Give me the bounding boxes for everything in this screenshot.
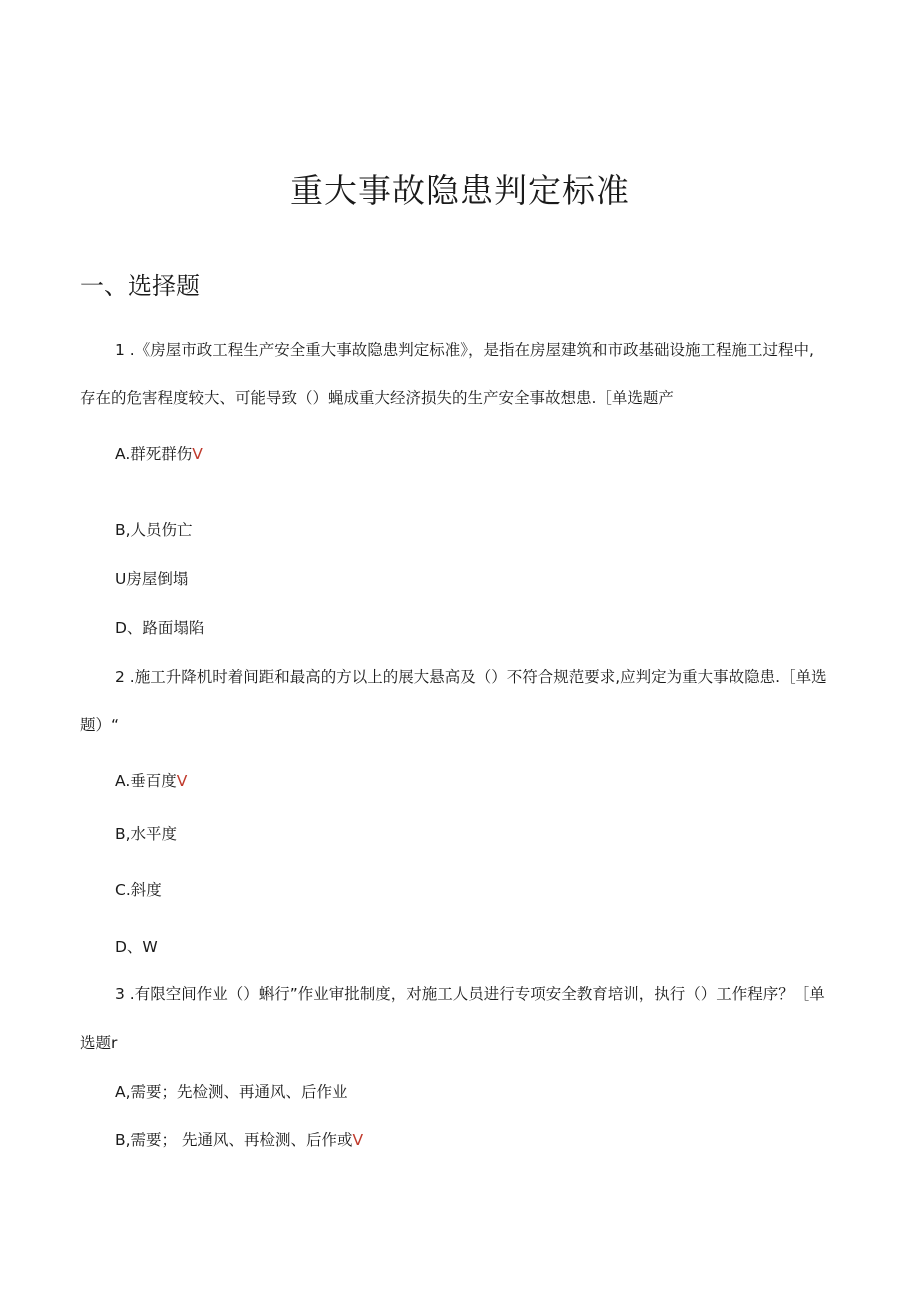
section-heading: 一、选择题	[80, 272, 200, 300]
question-2-option-d	[115, 935, 158, 957]
option-text: A.垂百度	[115, 772, 177, 790]
option-text: D、路面塌陷	[115, 619, 205, 637]
question-2-option-b	[115, 822, 177, 844]
question-3-line-2: 选题r	[80, 1034, 118, 1052]
question-3-line-1: 3 .有限空间作业（）蝌行”作业审批制度，对施工人员进行专项安全教育培训，执行（）工作程序？［单	[115, 985, 825, 1003]
correct-mark: V	[192, 445, 203, 463]
option-text: B,需要； 先通风、再检测、后作或	[115, 1131, 353, 1149]
option-text: B,水平度	[115, 825, 178, 843]
question-3-option-a	[115, 1080, 348, 1102]
question-2-line-2: 题）“	[80, 716, 120, 734]
question-1-option-b	[115, 518, 193, 540]
question-1-line-1: 1 .《房屋市政工程生产安全重大事故隐患判定标准》，是指在房屋建筑和市政基础设施工程施工过程中,	[115, 341, 814, 359]
question-3-option-b	[115, 1128, 363, 1150]
question-2-option-c	[115, 878, 162, 900]
option-text: A,需要；先检测、再通风、后作业	[115, 1083, 348, 1101]
question-1-option-a	[115, 442, 203, 464]
option-text: U房屋倒塌	[115, 570, 189, 588]
correct-mark: V	[352, 1131, 364, 1149]
question-1-option-d	[115, 616, 204, 638]
question-1-option-c	[115, 567, 188, 589]
question-2-option-a	[115, 769, 187, 791]
option-text: C.斜度	[115, 881, 162, 899]
option-text: B,人员伤亡	[115, 521, 193, 539]
question-1-line-2: 存在的危害程度较大、可能导致（）蝇成重大经济损失的生产安全事故想患.［单选题产	[80, 389, 674, 407]
page-title: 重大事故隐患判定标准	[290, 171, 630, 210]
correct-mark: V	[176, 772, 188, 790]
option-text: A.群死群伤	[115, 445, 193, 463]
option-text: D、W	[115, 938, 158, 956]
question-2-line-1: 2 .施工升降机时着间距和最高的方以上的展大悬高及（）不符合规范要求,应判定为重大事故隐患.［单选	[115, 668, 827, 686]
